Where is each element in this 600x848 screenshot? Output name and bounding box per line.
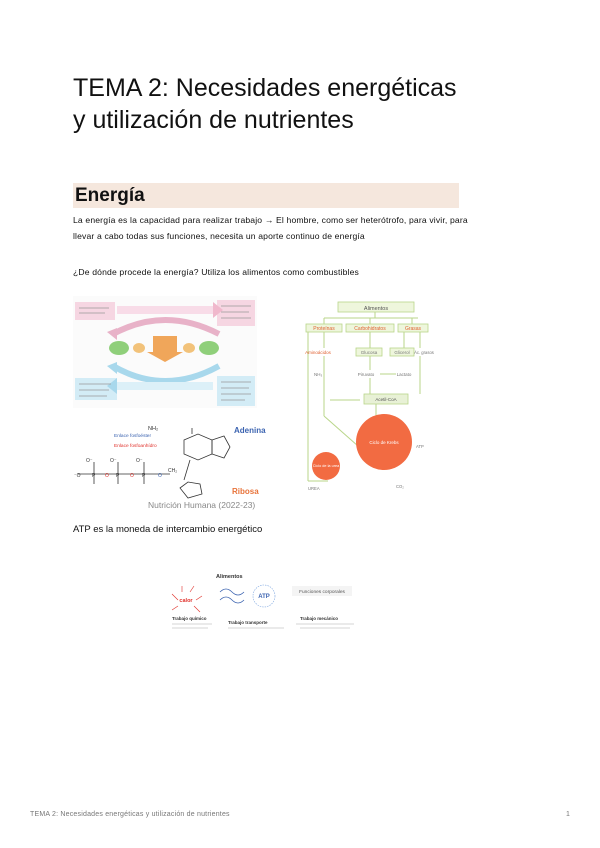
label-alimentos-atp: Alimentos <box>216 574 243 580</box>
svg-text:CH₂: CH₂ <box>168 468 178 474</box>
pink-arrow-band <box>117 306 213 314</box>
label-ciclo-urea: Ciclo de la urea <box>312 464 340 468</box>
label-glucosa: Glucosa <box>360 350 378 355</box>
svg-text:O: O <box>105 473 109 479</box>
document-title: TEMA 2: Necesidades energéticas y utilización de nutrientes <box>73 74 457 134</box>
atp-structure-diagram <box>72 424 266 510</box>
label-alimentos: Alimentos <box>363 306 389 312</box>
label-ribosa: Ribosa <box>232 487 259 496</box>
label-atp: ATP <box>416 444 424 449</box>
label-nh2: NH₂ <box>148 426 159 432</box>
label-ciclo-krebs: Ciclo de Krebs <box>369 440 399 445</box>
svg-text:O: O <box>130 473 134 479</box>
paragraph-energy-source: ¿De dónde procede la energía? Utiliza los alimentos como combustibles <box>73 267 359 277</box>
label-glicerol: Glicerol <box>394 350 410 355</box>
paragraph-energy-definition: La energía es la capacidad para realizar trabajo → El hombre, como ser heterótrofo, para vivir, para llevar a cabo todas sus funciones, necesita un aporte continuo de energía <box>73 215 468 241</box>
label-acetil-coa: Acetil-CoA <box>375 397 397 402</box>
label-adenina: Adenina <box>234 426 266 435</box>
pink-box-left <box>75 302 115 320</box>
label-calor: calor <box>179 598 193 604</box>
blue-box-right <box>217 376 255 406</box>
label-proteinas: Proteínas <box>313 326 335 332</box>
label-enlace-fosfoanhidro: Enlace fosfoanhídro <box>114 444 157 449</box>
label-enlace-fosfoester: Enlace fosfoéster <box>114 434 152 439</box>
svg-text:O⁻: O⁻ <box>136 458 143 464</box>
label-trabajo-mecanico: Trabajo mecánico <box>300 616 339 621</box>
atp-use-diagram <box>168 572 363 638</box>
label-atp-center: ATP <box>258 594 270 600</box>
label-funciones: Funciones corporales <box>299 590 345 595</box>
label-urea: UREA <box>308 486 320 491</box>
label-co2: CO₂ <box>396 484 404 489</box>
svg-text:⁻O: ⁻O <box>74 473 81 479</box>
energy-cycle-diagram <box>73 296 257 408</box>
blue-arrow-band <box>117 382 213 390</box>
svg-text:O⁻: O⁻ <box>86 458 93 464</box>
label-aminoacidos: Aminoácidos <box>305 350 331 355</box>
figure-atp-use <box>168 572 363 638</box>
section-heading-text: Energía <box>75 185 145 206</box>
page-number: 1 <box>566 811 570 818</box>
label-nh3: NH₃ <box>314 372 323 377</box>
figure-metabolism <box>300 296 450 491</box>
label-trabajo-quimico: Trabajo químico <box>172 616 207 621</box>
svg-text:P: P <box>142 473 146 479</box>
section-heading <box>73 183 459 208</box>
blue-box-left <box>75 378 117 400</box>
footer-title: TEMA 2: Necesidades energéticas y utilización de nutrientes <box>30 811 230 818</box>
svg-text:O⁻: O⁻ <box>110 458 117 464</box>
label-acidos-grasos: Ác. grasos <box>414 350 434 355</box>
svg-text:O: O <box>158 473 162 479</box>
label-carbohidratos: Carbohidratos <box>354 326 386 332</box>
label-piruvato: Piruvato <box>357 372 375 377</box>
paragraph-atp: ATP es la moneda de intercambio energético <box>73 524 263 535</box>
label-grasas: Grasas <box>404 326 422 332</box>
figure-caption: Nutrición Humana (2022-23) <box>148 500 256 510</box>
label-trabajo-transporte: Trabajo transporte <box>228 620 268 625</box>
svg-text:P: P <box>92 473 96 479</box>
pink-box-right <box>217 300 255 326</box>
metabolism-diagram <box>300 296 450 491</box>
svg-text:P: P <box>116 473 120 479</box>
figure-energy-cycle <box>73 296 257 408</box>
figure-atp-structure <box>72 424 266 510</box>
label-lactato: Lactato <box>396 372 412 377</box>
